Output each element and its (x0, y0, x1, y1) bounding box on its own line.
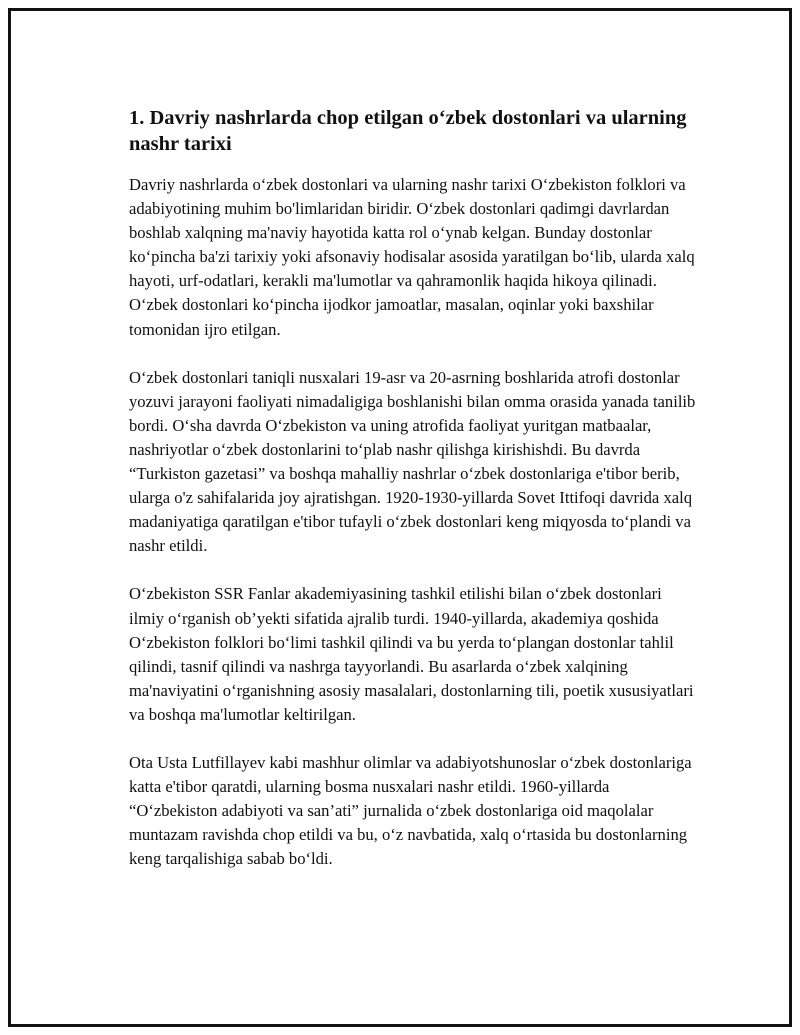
page-frame (8, 8, 792, 1027)
document-content (129, 105, 699, 895)
section-heading: 1. Davriy nashrlarda chop etilgan o‘zbek dostonlari va ularning nashr tarixi (129, 107, 687, 155)
paragraph-4: Ota Usta Lutfillayev kabi mashhur olimlar va adabiyotshunoslar o‘zbek dostonlariga katta e'tibor qaratdi, ularning bosma nusxalari nashr etildi. 1960-yillarda “O‘zbekiston adabiyoti va san’ati” jurnalida o‘zbek dostonlariga oid maqolalar muntazam ravishda chop etildi va bu, o‘z navbatida, xalq o‘rtasida bu dostonlarning keng tarqalishiga sabab bo‘ldi. (129, 752, 692, 869)
paragraph-2: O‘zbek dostonlari taniqli nusxalari 19-asr va 20-asrning boshlarida atrofi dostonlar yozuvi jarayoni faoliyati nimadaligiga boshlanishi bilan omma orasida yanada tanilib bordi. O‘sha davrda O‘zbekiston va uning atrofida faoliyat yuritgan matbaalar, nashriyotlar o‘zbek dostonlarini to‘plab nashr qilishga kirishishdi. Bu davrda “Turkiston gazetasi” va boshqa mahalliy nashrlar o‘zbek dostonlariga e'tibor berib, ularga o'z sahifalarida joy ajratishgan. 1920-1930-yillarda Sovet Ittifoqi davrida xalq madaniyatiga qaratilgan e'tibor tufayli o‘zbek dostonlari keng miqyosda to‘plandi va nashr etildi. (129, 367, 696, 556)
paragraph-3: O‘zbekiston SSR Fanlar akademiyasining tashkil etilishi bilan o‘zbek dostonlari ilmiy o‘rganish ob’yekti sifatida ajralib turdi. 1940-yillarda, akademiya qoshida O‘zbekiston folklori bo‘limi tashkil qilindi va bu yerda to‘plangan dostonlar tahlil qilindi, tasnif qilindi va nashrga tayyorlandi. Bu asarlarda o‘zbek xalqining ma'naviyatini o‘rganishning asosiy masalalari, dostonlarning tili, poetik xususiyatlari va boshqa ma'lumotlar keltirilgan. (129, 584, 694, 724)
paragraph-1: Davriy nashrlarda o‘zbek dostonlari va ularning nashr tarixi O‘zbekiston folklori va adabiyotining muhim bo'limlaridan biridir. O‘zbek dostonlari qadimgi davrlardan boshlab xalqning ma'naviy hayotida katta rol o‘ynab kelgan. Bunday dostonlar ko‘pincha ba'zi tarixiy yoki afsonaviy hodisalar asosida yaratilgan bo‘lib, ularda xalq hayoti, urf-odatlari, kerakli ma'lumotlar va qahramonlik haqida hikoya qilinadi. O‘zbek dostonlari ko‘pincha ijodkor jamoatlar, masalan, oqinlar yoki baxshilar tomonidan ijro etilgan. (129, 175, 695, 339)
